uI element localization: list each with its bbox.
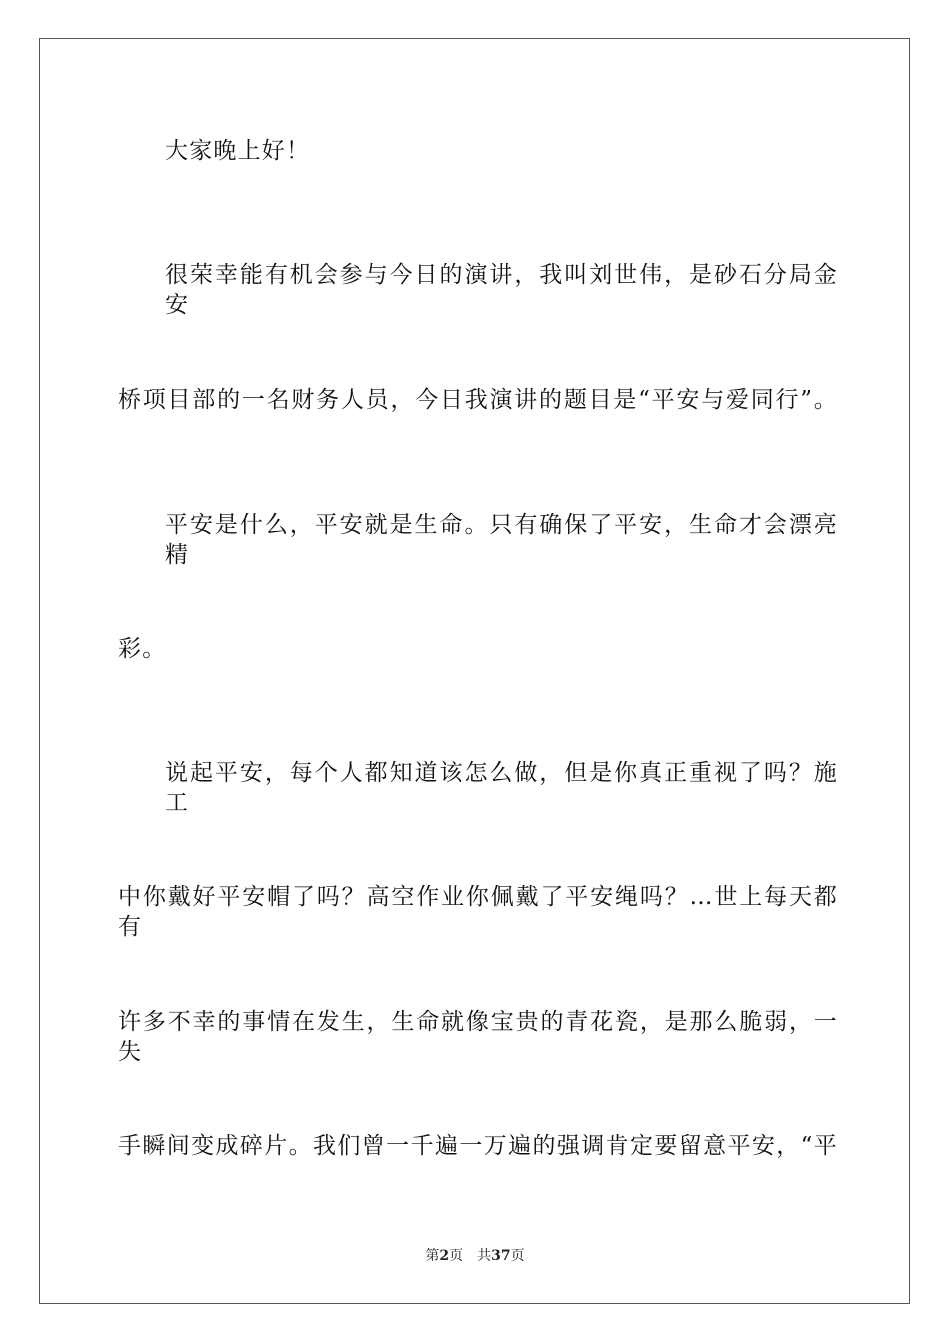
page-border [39,38,910,1304]
paragraph-3-line-3: 许多不幸的事情在发生，生命就像宝贵的青花瓷，是那么脆弱，一失 [118,1009,838,1065]
total-pages: 37 [491,1248,511,1264]
paragraph-2-line-2: 彩。 [118,636,167,662]
paragraph-3-line-2: 中你戴好平安帽了吗？高空作业你佩戴了平安绳吗？…世上每天都有 [118,884,838,940]
page-prefix: 第 [425,1248,440,1264]
paragraph-2-line-1: 平安是什么，平安就是生命。只有确保了平安，生命才会漂亮精 [165,512,838,568]
page-suffix: 页 [449,1248,464,1264]
paragraph-3-line-1: 说起平安，每个人都知道该怎么做，但是你真正重视了吗？施工 [165,760,838,816]
page-footer [0,1247,950,1265]
paragraph-1-line-1: 很荣幸能有机会参与今日的演讲，我叫刘世伟，是砂石分局金安 [165,262,838,318]
paragraph-3-line-4: 手瞬间变成碎片。我们曾一千遍一万遍的强调肯定要留意平安，“平 [118,1133,838,1159]
greeting-line: 大家晚上好！ [165,138,311,164]
paragraph-1-line-2: 桥项目部的一名财务人员，今日我演讲的题目是“平安与爱同行”。 [118,387,838,413]
total-suffix: 页 [510,1248,525,1264]
page-number: 2 [439,1248,450,1264]
total-prefix: 共 [477,1248,492,1264]
